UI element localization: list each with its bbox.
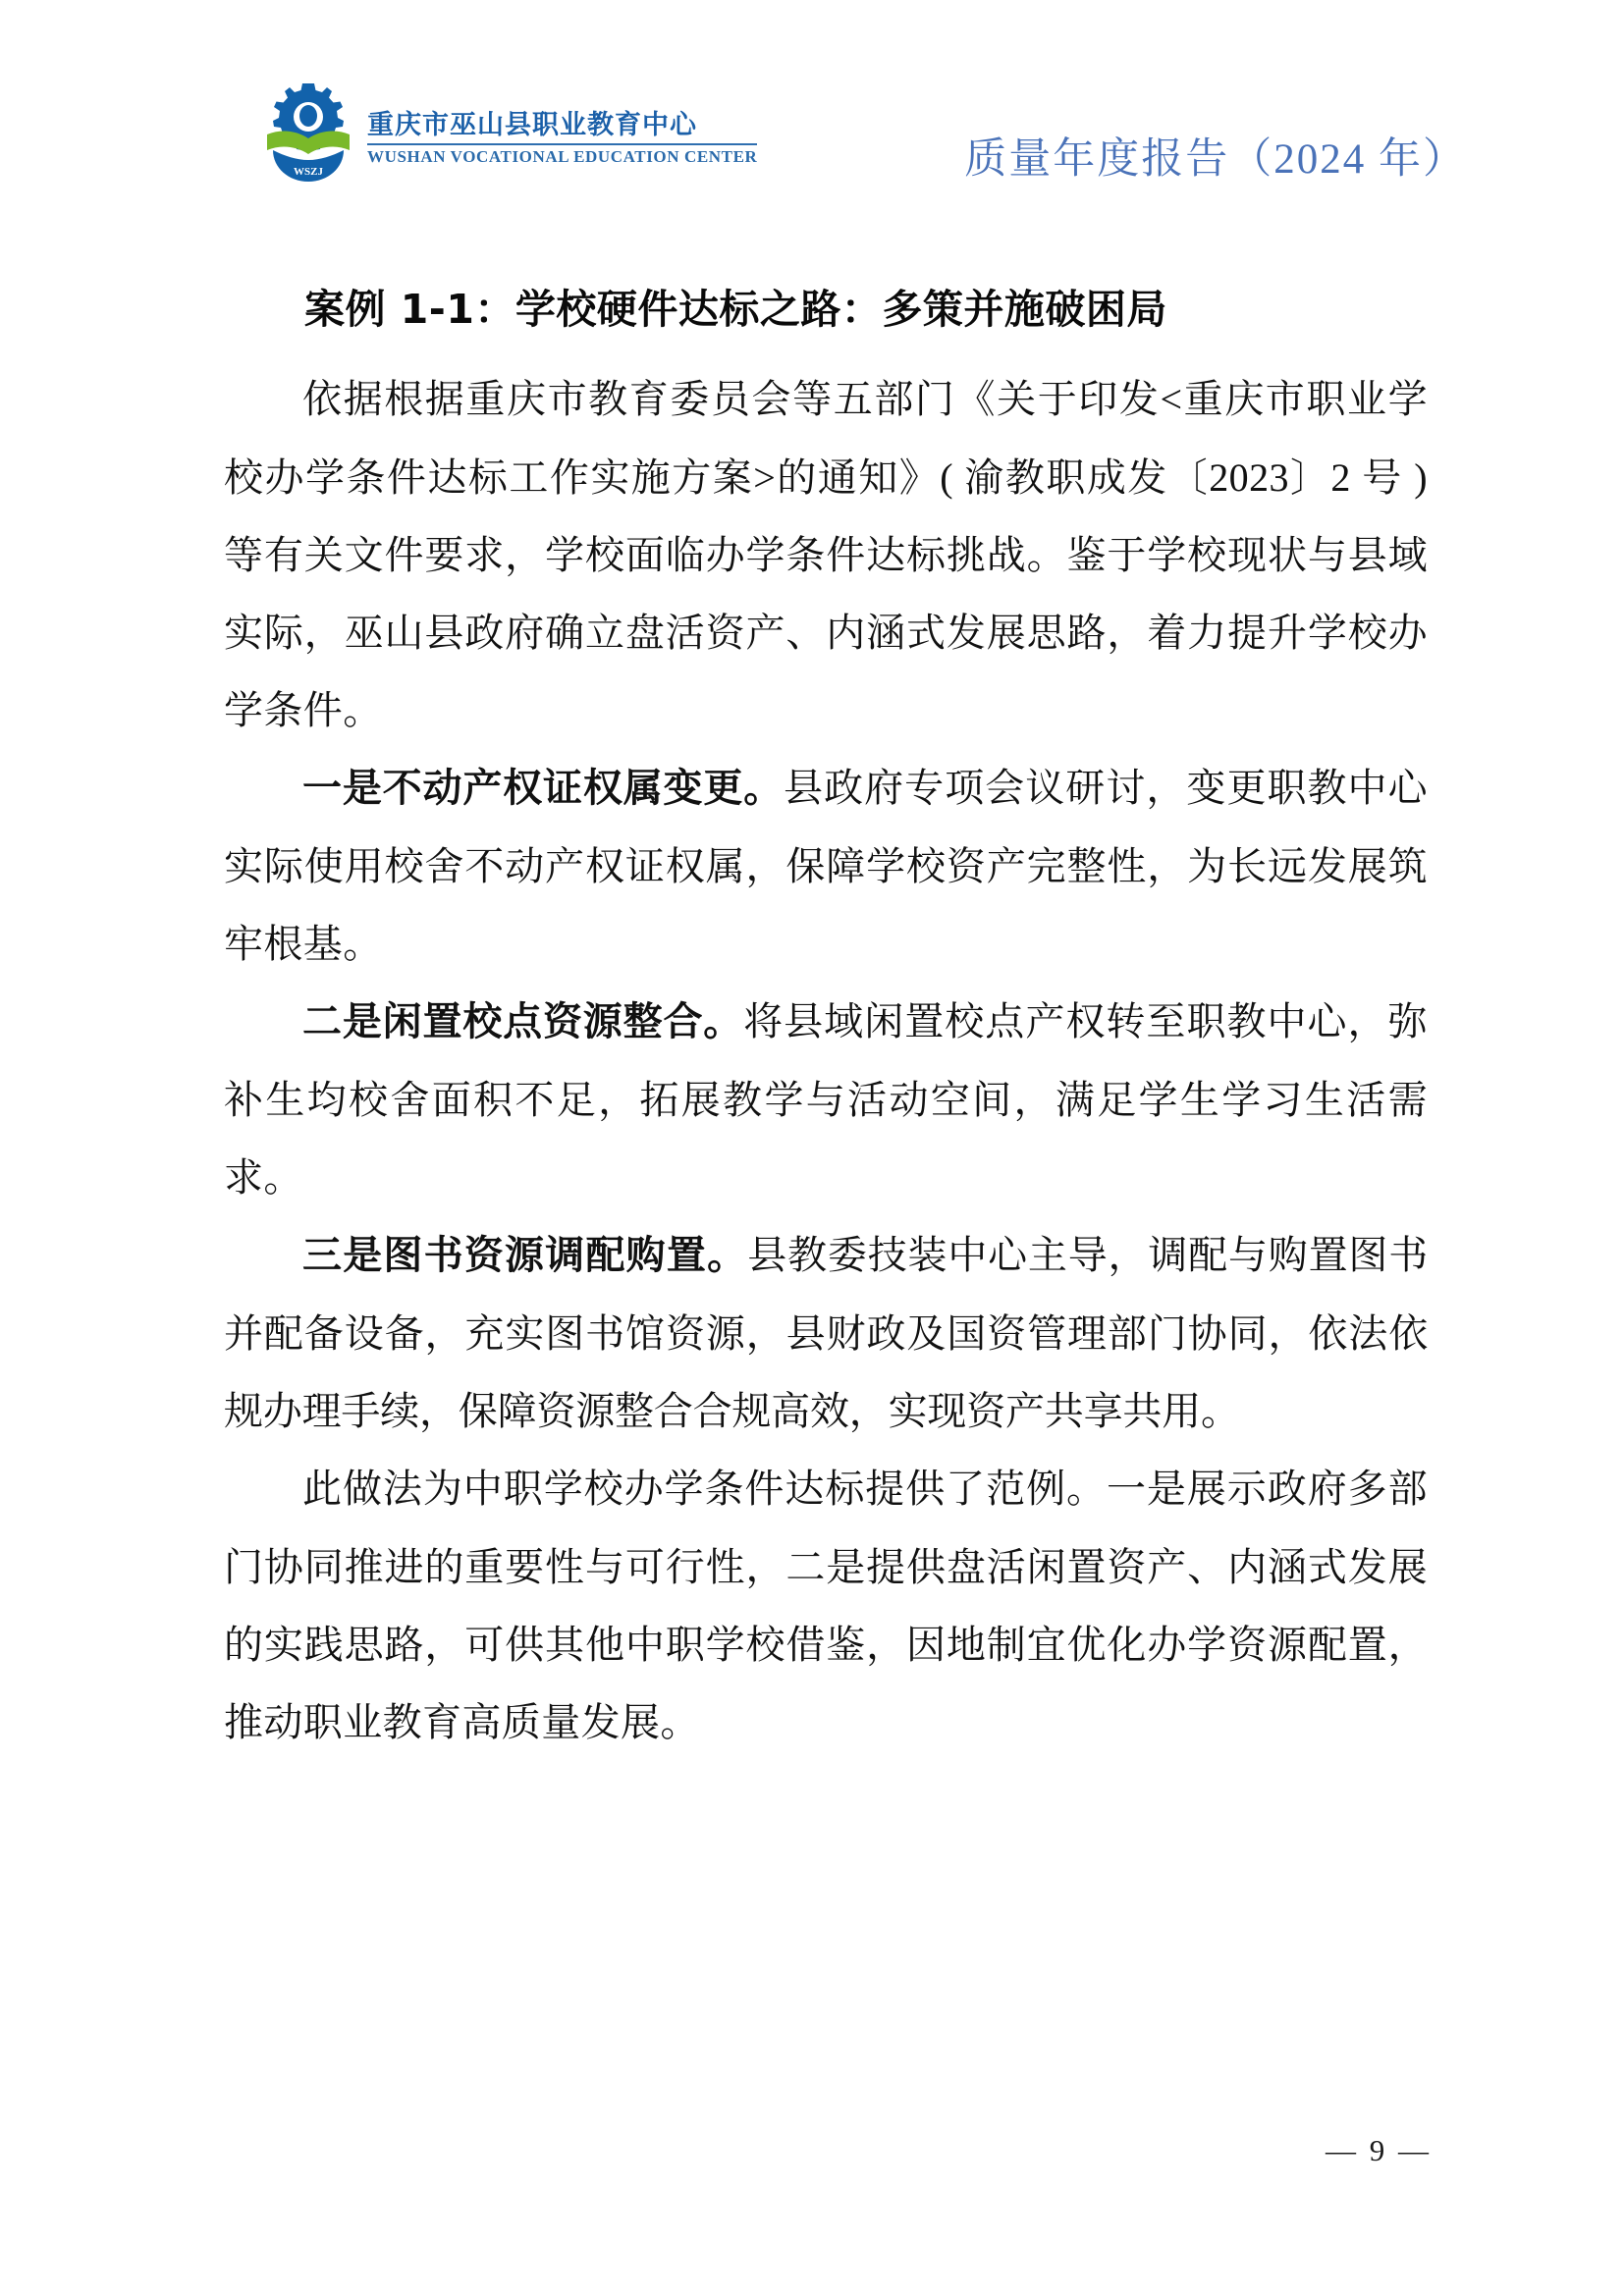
- logo-english-name: WUSHAN VOCATIONAL EDUCATION CENTER: [367, 147, 758, 167]
- logo-chinese-name: 重庆市巫山县职业教育中心: [367, 109, 697, 140]
- case-heading: 案例 1-1：学校硬件达标之路：多策并施破困局: [304, 286, 1167, 333]
- paragraph-point-one: [224, 749, 1428, 983]
- paragraph-lead: 三是图书资源调配购置。: [302, 1233, 748, 1279]
- document-body: [224, 281, 1428, 1761]
- page-header: [0, 0, 1624, 226]
- page-number: — 9 —: [1326, 2133, 1432, 2167]
- paragraph-intro: [224, 360, 1428, 749]
- logo-wordmark: [367, 94, 757, 167]
- paragraph-lead: 一是不动产权证权属变更。: [302, 766, 785, 812]
- page-footer: [0, 2133, 1624, 2168]
- paragraph-point-two: [224, 983, 1428, 1216]
- paragraph-text: 县政府专项会议研讨，变更职教中心实际使用校舍不动产权证权属，保障学校资产完整性，为长远发展筑牢根基。: [224, 766, 1428, 967]
- report-title: 质量年度报告（2024 年）: [964, 136, 1467, 183]
- paragraph-conclusion: [224, 1450, 1428, 1761]
- paragraph-text: 此做法为中职学校办学条件达标提供了范例。一是展示政府多部门协同推进的重要性与可行性，二是提供盘活闲置资产、内涵式发展的实践思路，可供其他中职学校借鉴，因地制宜优化办学资源配置，推动职业教育高质量发展。: [224, 1467, 1428, 1745]
- svg-text:WSZJ: WSZJ: [294, 166, 323, 178]
- paragraph-text: 将县域闲置校点产权转至职教中心，弥补生均校舍面积不足，拓展教学与活动空间，满足学生学习生活需求。: [224, 999, 1428, 1201]
- school-logo: [263, 77, 757, 185]
- paragraph-lead: 二是闲置校点资源整合。: [302, 999, 744, 1045]
- paragraph-text: 依据根据重庆市教育委员会等五部门《关于印发<重庆市职业学校办学条件达标工作实施方案>的通知》( 渝教职成发〔2023〕2 号 ) 等有关文件要求，学校面临办学条件达标挑战。鉴于学校现状与县域实际，巫山县政府确立盘活资产、内涵式发展思路，着力提升学校办学条件。: [224, 377, 1428, 733]
- gear-book-emblem-icon: [263, 78, 353, 184]
- paragraph-text: 县教委技装中心主导，调配与购置图书并配备设备，充实图书馆资源，县财政及国资管理部门协同，依法依规办理手续，保障资源整合合规高效，实现资产共享共用。: [224, 1233, 1428, 1434]
- logo-divider: [367, 143, 757, 145]
- paragraph-point-three: [224, 1216, 1428, 1450]
